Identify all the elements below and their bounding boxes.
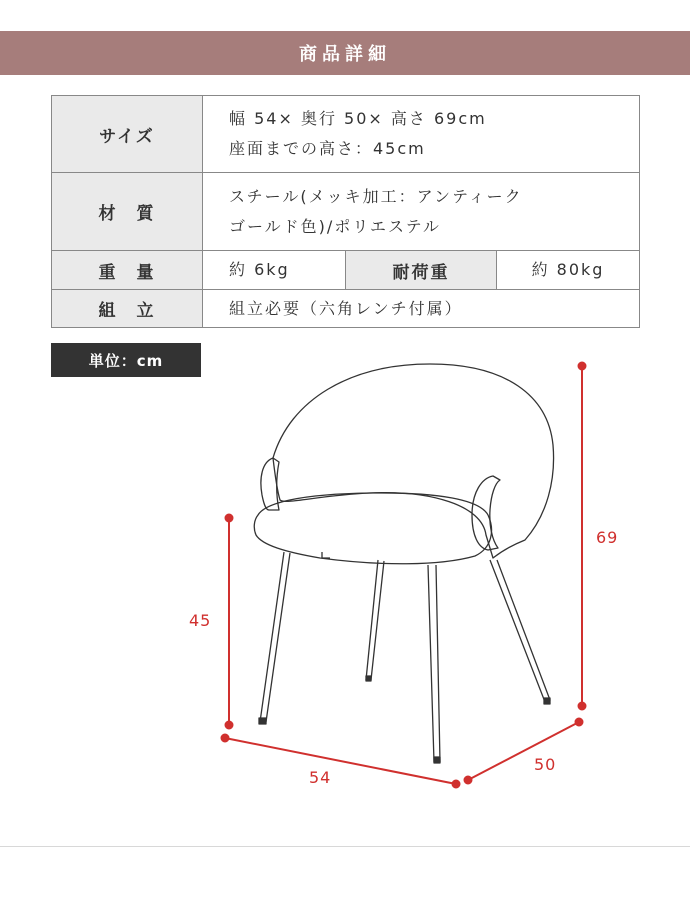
dim-line-width-54 bbox=[225, 738, 456, 784]
spec-value-weight: 約 6kg bbox=[203, 251, 346, 290]
chair-leg-foot-2 bbox=[366, 676, 371, 681]
dim-dot-45-bottom bbox=[226, 722, 233, 729]
chair-leg-foot-4 bbox=[544, 698, 550, 704]
dim-dot-69-top bbox=[579, 363, 586, 370]
chair-leg-front-left bbox=[260, 552, 290, 722]
dim-dot-54-right bbox=[453, 781, 460, 788]
spec-value-assembly: 組立必要（六角レンチ付属） bbox=[203, 290, 640, 328]
size-dimensions: 幅 54× 奥行 50× 高さ 69cm bbox=[229, 109, 487, 128]
spec-label-material: 材 質 bbox=[52, 173, 203, 251]
dimension-label-width: 54 bbox=[309, 768, 332, 787]
chair-seat-bracket bbox=[322, 552, 330, 558]
dim-dot-54-left bbox=[222, 735, 229, 742]
chair-leg-foot-1 bbox=[259, 718, 266, 724]
chair-backrest bbox=[273, 364, 554, 558]
material-line-1: スチール(メッキ加工：アンティーク bbox=[229, 186, 523, 206]
unit-badge: 単位：cm bbox=[51, 343, 201, 377]
bottom-divider bbox=[0, 846, 690, 847]
spec-label-assembly: 組 立 bbox=[52, 290, 203, 328]
chair-leg-rear-right bbox=[490, 560, 550, 702]
chair-left-arm bbox=[261, 458, 279, 510]
spec-label-size: サイズ bbox=[52, 96, 203, 173]
chair-leg-front-right bbox=[428, 565, 440, 762]
dimension-lines bbox=[222, 363, 586, 788]
chair-leg-foot-3 bbox=[434, 757, 440, 763]
dim-dot-50-right bbox=[576, 719, 583, 726]
material-line-2: ゴールド色)/ポリエステル bbox=[229, 216, 441, 236]
dim-dot-50-left bbox=[465, 777, 472, 784]
spec-value-load: 約 80kg bbox=[497, 251, 640, 290]
dim-dot-45-top bbox=[226, 515, 233, 522]
spec-label-weight: 重 量 bbox=[52, 251, 203, 290]
dim-dot-69-bottom bbox=[579, 703, 586, 710]
dim-line-depth-50 bbox=[468, 722, 579, 780]
chair-illustration bbox=[254, 364, 553, 763]
dimension-label-depth: 50 bbox=[534, 755, 557, 774]
dimension-label-seat-height: 45 bbox=[189, 611, 212, 630]
spec-label-load: 耐荷重 bbox=[346, 251, 497, 290]
chair-leg-rear-left bbox=[366, 560, 384, 680]
dimension-label-height: 69 bbox=[596, 528, 619, 547]
header-title: 商品詳細 bbox=[299, 44, 391, 65]
size-seat-height: 座面までの高さ：45cm bbox=[229, 139, 426, 158]
